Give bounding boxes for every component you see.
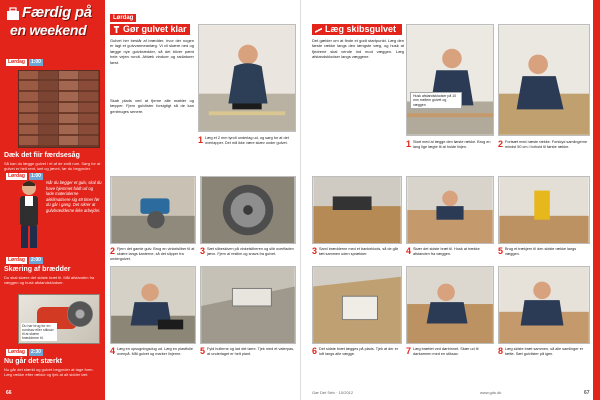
step-number: 6 xyxy=(312,346,318,356)
section-tag: Lørdag xyxy=(8,256,25,263)
step-number: 3 xyxy=(312,246,318,256)
step-photo-2 xyxy=(110,176,196,244)
saw-photo xyxy=(18,294,100,344)
section-tag: Lørdag xyxy=(8,58,25,65)
step-text: Læg brættet ved dørtrinnet. Skær ud til dørkarmen med en stiksav. xyxy=(413,347,479,356)
step-caption-p2-4 xyxy=(406,247,494,257)
section-time: 2:30 xyxy=(30,348,41,355)
step-photo-p2-4 xyxy=(406,176,494,244)
section-time: 2:00 xyxy=(30,256,41,263)
step-text: Læg en opsugningsdug ud. Læg en plastfolie ovenpå. Mål gulvet og marker linjerne. xyxy=(117,347,194,356)
step-photo-p2-5 xyxy=(498,176,590,244)
side-headline-3: Nu går det stærkt xyxy=(4,358,62,365)
side-headline-1: Dæk det fiir færdsesåg xyxy=(4,152,80,159)
hammer-icon xyxy=(113,26,120,33)
brand-line2: en weekend xyxy=(10,22,87,38)
footer-left: Gør Det Selv · 10/2012 xyxy=(312,390,354,395)
step-text: Fortsæt med næste række. Forskyd samlingerne mindst 50 cm i forhold til første række. xyxy=(505,140,588,149)
step-number: 7 xyxy=(406,346,412,356)
kicker-label: Lørdag xyxy=(110,14,136,22)
step-caption-2 xyxy=(110,247,196,261)
step-text: Start med at lægge den første række. Brug en lang lige lægte til at holde linjen. xyxy=(413,140,491,149)
step-photo-p2-1 xyxy=(406,24,494,136)
intro-text: Gulvet her består af brædder, hvor der nogen er lagt et gulvvarmeanlæg. Vi vil skære ned og lægge nye gulvbrædder, så det bliver pænt hele vejen rundt. Afdæk vinduer og radiatorer først. xyxy=(110,38,194,65)
step-number: 5 xyxy=(200,346,206,356)
step-text: Det sidste bræt lægges på plads. Tjek at der er luft langs alle vægge. xyxy=(319,347,399,356)
step-number: 1 xyxy=(406,139,412,149)
step-text: Skær det sidste bræt til. Husk at trække afstanden fra væggen. xyxy=(413,247,480,256)
step-text: Læg sidste bræt sammen, så alle samlinger er tætte. Sæt gulvlister på igen. xyxy=(505,347,584,356)
step-caption-1 xyxy=(198,136,296,146)
step-number: 8 xyxy=(498,346,504,356)
brand-line1: Færdig på xyxy=(22,4,92,21)
section-heading-text: Læg skibsgulvet xyxy=(325,24,397,34)
step-photo-4 xyxy=(110,266,196,344)
step-photo-5 xyxy=(200,266,296,344)
step-caption-4 xyxy=(110,347,196,357)
step-number: 4 xyxy=(406,246,412,256)
section-heading-text: Gør gulvet klar xyxy=(123,24,187,34)
footer-right: www.gds.dk xyxy=(480,390,502,395)
step-caption-p2-8 xyxy=(498,347,590,357)
step-photo-p2-7 xyxy=(406,266,494,344)
saw-photo-caption: Du har brug for en rundsav eller stiksav til at skære brædderne til. xyxy=(21,323,57,341)
step-caption-p2-1 xyxy=(406,140,494,150)
step-text: Sæt slibeskiven på vinkelsliberen og slib overfladen jævn. Fjern al restlim og snavs fra gulvet. xyxy=(207,247,294,256)
section-label xyxy=(6,256,43,264)
step-caption-5 xyxy=(200,347,296,357)
step-photo-3 xyxy=(200,176,296,244)
step-text: Saml brædderne med et bankeklods, så de går tæt sammen uden sprækker. xyxy=(319,247,399,256)
side-text-3: Nu går det stærkt og gulvet begynder at tage form. Læg række efter række og tjek at alt sidder tæt. xyxy=(4,367,94,377)
step-caption-p2-7 xyxy=(406,347,494,357)
step-number: 2 xyxy=(498,139,504,149)
step-photo-p2-8 xyxy=(498,266,590,344)
section-heading-left xyxy=(110,24,190,35)
intro-text-2: Skab plads ved at fjerne alle møbler og tæpper. Fjern gulvlister forsigtigt så de kan genbruges senere. xyxy=(110,98,194,114)
expert-portrait xyxy=(14,178,44,250)
step-number: 4 xyxy=(110,346,116,356)
section-label xyxy=(6,348,43,356)
tip-overlay: Husk afstandsklodser på 10 mm mellem gulvet og væggen xyxy=(410,92,462,109)
brick-wall-photo xyxy=(18,70,100,148)
page-number-right: 67 xyxy=(584,390,590,396)
step-caption-p2-2 xyxy=(498,140,590,150)
step-text: Læg et 2 mm tyndt underlag ud, og sørg for at det overlapper. Det må ikke være skæv under gulvet. xyxy=(205,136,289,145)
step-caption-3 xyxy=(200,247,296,257)
side-text-2: Du skal skære det sidste bræt til. Mål afstanden fra væggen og husk afstandsklodser. xyxy=(4,275,95,285)
step-text: Fyld hullerne og lad det tørre. Tjek med et vaterpas, at underlaget er helt plant. xyxy=(207,347,295,356)
intro-text-right: Det gælder om at finde et godt startpunkt. Læg den første række langs den længste væg, og husk at fjedrene skal vende ind mod væggen. Læg afstandsklodser langs væggene. xyxy=(312,38,404,60)
step-photo-1 xyxy=(198,24,296,132)
step-photo-p2-2 xyxy=(498,24,590,136)
step-caption-p2-3 xyxy=(312,247,402,257)
step-text: Brug et trækjern til den sidste række langs væggen. xyxy=(505,247,577,256)
saw-icon xyxy=(315,26,322,33)
page-number-left: 66 xyxy=(6,390,12,396)
page-edge-strip xyxy=(593,0,600,400)
step-caption-p2-6 xyxy=(312,347,402,357)
section-tag: Lørdag xyxy=(8,172,25,179)
section-tag: Lørdag xyxy=(8,348,25,355)
section-label xyxy=(6,58,43,66)
side-headline-2: Skæring af brædder xyxy=(4,266,71,273)
step-text: Fjern det gamle gulv. Brug en vinkelsliber til at skære langs kanterne, så det slipper fra undergulvet. xyxy=(110,247,195,261)
toolbox-icon xyxy=(6,6,20,22)
step-number: 3 xyxy=(200,246,206,256)
step-caption-p2-5 xyxy=(498,247,590,257)
section-time: 1:00 xyxy=(30,58,41,65)
side-text-1: Så kan du lægge gulvet i et af de små rum. Sørg for at gulvet er helt rent, tørt og jævnt, før du begynder. xyxy=(4,161,101,171)
section-heading-right xyxy=(312,24,402,35)
expert-quote: Når du lægger et gulv, skal du have hjemmet fuldt ud og lade materialerne akklimatisere sig 48 timer før du går i gang. Det sikrer at gulvbrædderne ikke arbejder. xyxy=(46,180,102,213)
step-number: 5 xyxy=(498,246,504,256)
sidebar xyxy=(0,0,105,400)
section-time: 1:00 xyxy=(30,172,41,179)
step-photo-p2-3 xyxy=(312,176,402,244)
magazine-brand xyxy=(6,4,101,56)
step-number: 1 xyxy=(198,135,204,145)
step-number: 2 xyxy=(110,246,116,256)
step-photo-p2-6 xyxy=(312,266,402,344)
